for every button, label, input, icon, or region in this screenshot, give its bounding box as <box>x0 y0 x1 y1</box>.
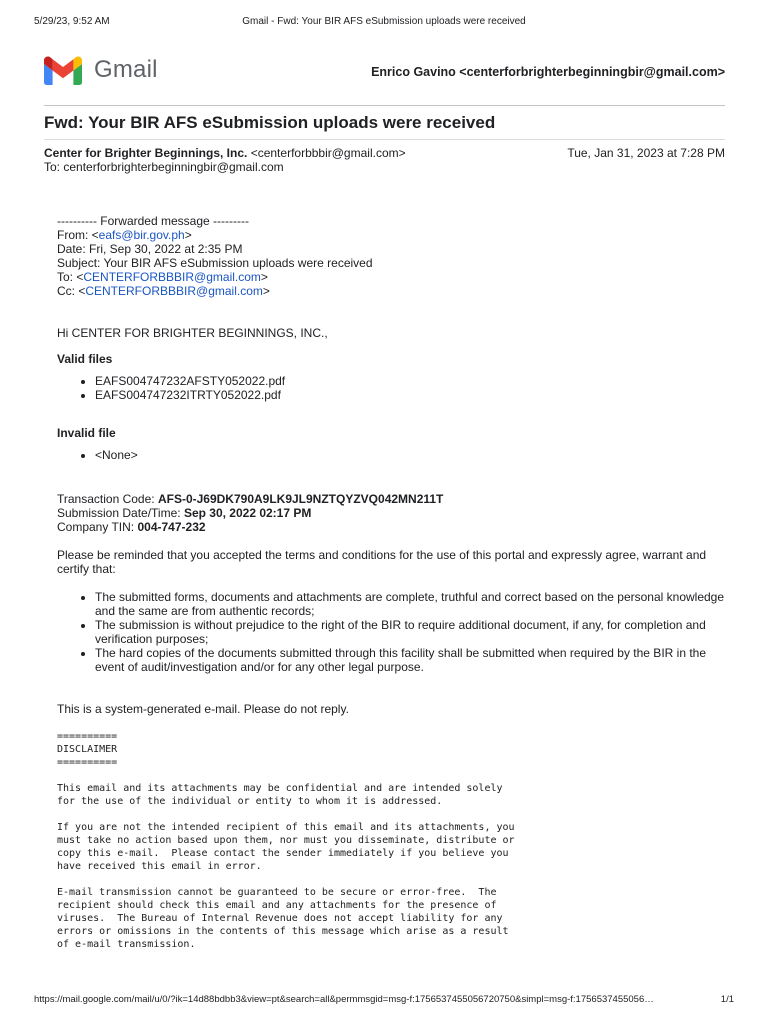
submission-datetime: Submission Date/Time: Sep 30, 2022 02:17 PM <box>57 506 312 520</box>
gmail-logo[interactable] <box>44 54 158 86</box>
transaction-code: Transaction Code: AFS-0-J69DK790A9LK9JL9NZTQYZVQ042MN211T <box>57 492 444 506</box>
list-item: • The submission is without prejudice to the right of the BIR to require additional document, if any, for completion and verification purposes; <box>95 618 724 646</box>
print-footer <box>34 994 734 1008</box>
account-identity: Enrico Gavino <centerforbrighterbeginningbir@gmail.com> <box>371 65 725 79</box>
print-url: https://mail.google.com/mail/u/0/?ik=14d88bdbb3&view=pt&search=all&permmsgid=msg-f:1756537455056720750&simpl=msg-f:1756537455056… <box>34 994 654 1005</box>
forwarded-subject: Subject: Your BIR AFS eSubmission uploads were received <box>57 256 373 270</box>
recipient-line: To: centerforbrighterbeginningbir@gmail.com <box>44 160 284 174</box>
terms-list <box>57 590 724 674</box>
forwarded-from-link[interactable]: eafs@bir.gov.ph <box>98 228 185 242</box>
disclaimer-heading: ========== DISCLAIMER ========== <box>57 731 118 768</box>
invalid-file-heading: Invalid file <box>57 426 116 440</box>
invalid-files-list <box>57 448 724 462</box>
gmail-m-icon <box>44 56 82 85</box>
disclaimer-paragraph: E-mail transmission cannot be guaranteed to be secure or error-free. The recipient should check this email and any attachments for the presence of viruses. The Bureau of Internal Revenue does not accept liability for any errors or omissions in the contents of this message which arise as a result of e-mail transmission. <box>57 887 509 950</box>
forwarded-to: To: <CENTERFORBBBIR@gmail.com> <box>57 270 268 284</box>
email-body <box>57 214 724 951</box>
email-subject: Fwd: Your BIR AFS eSubmission uploads were received <box>44 113 496 132</box>
system-note: This is a system-generated e-mail. Please do not reply. <box>57 702 349 716</box>
page-number: 1/1 <box>720 994 734 1005</box>
valid-files-heading: Valid files <box>57 352 113 366</box>
gmail-wordmark: Gmail <box>94 56 158 83</box>
reminder-text: Please be reminded that you accepted the terms and conditions for the use of this portal and expressly agree, warrant and certify that: <box>57 548 707 576</box>
forwarded-to-link[interactable]: CENTERFORBBBIR@gmail.com <box>83 270 261 284</box>
forwarded-cc-link[interactable]: CENTERFORBBBIR@gmail.com <box>85 284 263 298</box>
sender-name: Center for Brighter Beginnings, Inc. <box>44 146 248 160</box>
list-item: • <None> <box>95 448 724 462</box>
forwarded-cc: Cc: <CENTERFORBBBIR@gmail.com> <box>57 284 270 298</box>
print-header <box>34 16 734 30</box>
list-item: • The hard copies of the documents submitted through this facility shall be submitted when required by the BIR in the event of audit/investigation and/or for any other legal purpose. <box>95 646 724 674</box>
forwarded-from: From: <eafs@bir.gov.ph> <box>57 228 192 242</box>
forwarded-date: Date: Fri, Sep 30, 2022 at 2:35 PM <box>57 242 243 256</box>
company-tin-value: 004-747-232 <box>137 520 206 534</box>
transaction-code-value: AFS-0-J69DK790A9LK9JL9NZTQYZVQ042MN211T <box>157 492 444 506</box>
disclaimer-paragraph: If you are not the intended recipient of this email and its attachments, you must take no action based upon them, nor must you disseminate, distribute or copy this e-mail. Please contact the sender immediately if you believe you have received this email in error. <box>57 822 515 872</box>
sender-line <box>44 146 406 160</box>
valid-files-list <box>57 374 724 402</box>
forwarded-header <box>57 214 724 298</box>
list-item: • EAFS004747232AFSTY052022.pdf <box>95 374 724 388</box>
list-item: • EAFS004747232ITRTY052022.pdf <box>95 388 724 402</box>
disclaimer-paragraph: This email and its attachments may be confidential and are intended solely for the use of the individual or entity to whom it is addressed. <box>57 783 503 807</box>
greeting: Hi CENTER FOR BRIGHTER BEGINNINGS, INC., <box>57 326 328 340</box>
forwarded-banner: ---------- Forwarded message --------- <box>57 214 249 228</box>
sender-email: <centerforbbbir@gmail.com> <box>250 146 406 160</box>
list-item: • The submitted forms, documents and attachments are complete, truthful and correct based on the personal knowledge and the same are from authentic records; <box>95 590 724 618</box>
header-divider <box>44 105 725 106</box>
print-datetime: 5/29/23, 9:52 AM <box>34 16 110 27</box>
sent-date: Tue, Jan 31, 2023 at 7:28 PM <box>567 146 725 160</box>
company-tin: Company TIN: 004-747-232 <box>57 520 206 534</box>
subject-divider <box>44 139 725 140</box>
print-title: Gmail - Fwd: Your BIR AFS eSubmission uploads were received <box>242 16 526 27</box>
submission-datetime-value: Sep 30, 2022 02:17 PM <box>183 506 312 520</box>
